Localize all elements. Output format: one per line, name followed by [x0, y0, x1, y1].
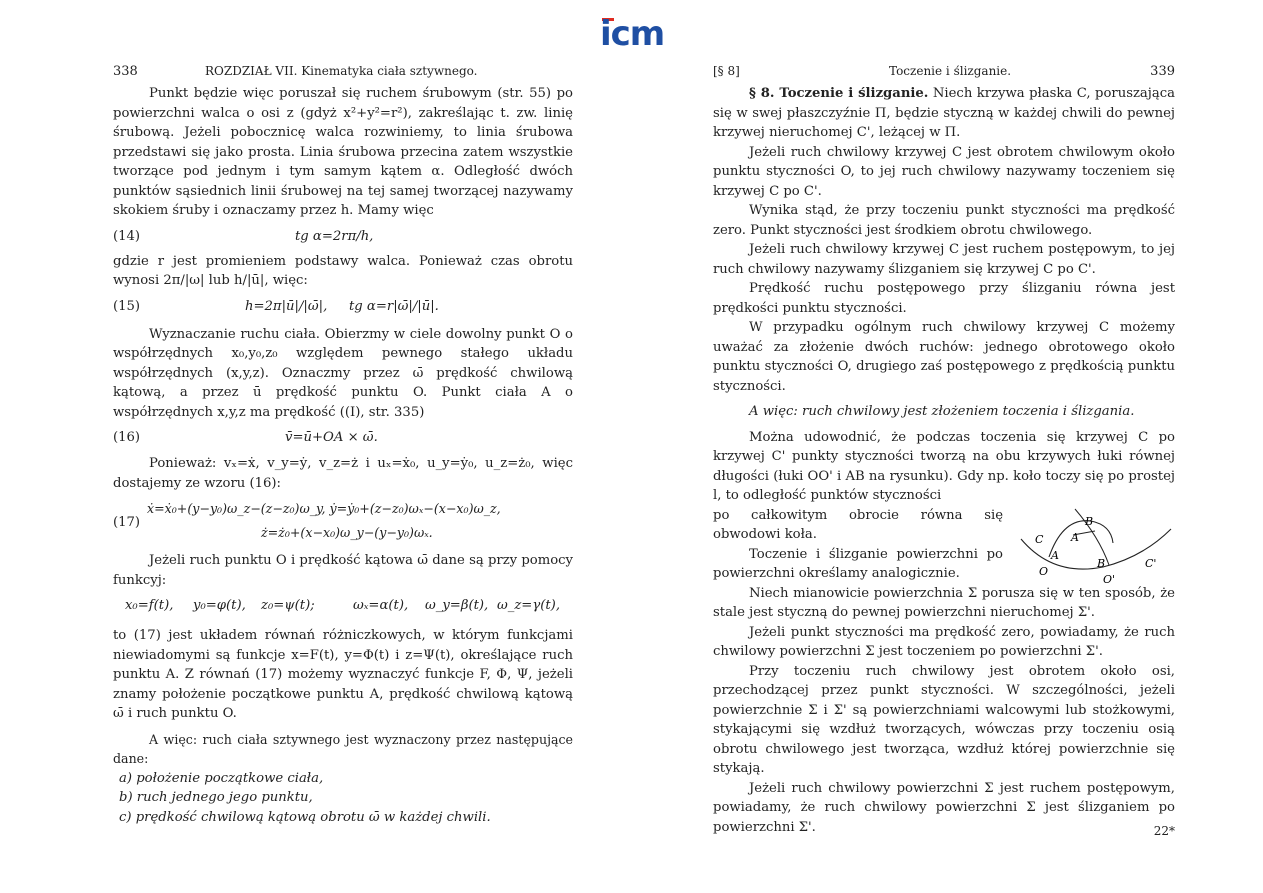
paragraph: Niech mianowicie powierzchnia Σ porusza się w ten sposób, że stale jest styczną do pewnej powierzchni nieruchomej Σ'. [713, 585, 1175, 620]
equation-number: (15) [113, 298, 141, 314]
equation-line: ẋ=ẋ₀+(y−y₀)ω_z−(z−z₀)ω_y, ẏ=ẏ₀+(z−z₀)ωₓ−(x−x₀)ω_z, [147, 501, 501, 516]
equation-number: (17) [113, 515, 141, 530]
function: z₀=ψ(t); [261, 598, 315, 613]
figure-label: O [1039, 565, 1049, 578]
list-item: c) prędkość chwilową kątową obrotu ω̄ w każdej chwili. [119, 809, 491, 825]
paragraph: to (17) jest układem równań różniczkowych, w którym funkcjami niewiadomymi są funkcje x=F(t), y=Φ(t) i z=Ψ(t), określające ruch punktu A. Z równań (17) możemy wyznaczyć funkcje F, Φ, Ψ, jeżeli znamy położenie początkowe punktu A, prędkość chwilową kątową ω̄ i ruch punktu O. [113, 628, 573, 721]
paragraph: Toczenie i ślizganie powierzchni po powierzchni określamy analogicznie. [713, 546, 1003, 581]
paragraph: Jeżeli ruch chwilowy krzywej C jest obrotem chwilowym około punktu styczności O, to jej ruch chwilowy nazywamy toczeniem się krzywej C po C'. [713, 144, 1175, 199]
paragraph: Jeżeli ruch chwilowy krzywej C jest ruchem postępowym, to jej ruch chwilowy nazywamy ślizganiem się krzywej C po C'. [713, 242, 1175, 277]
paragraph: Ponieważ: vₓ=ẋ, v_y=ẏ, v_z=ż i uₓ=ẋ₀, u_y=ẏ₀, u_z=ż₀, więc dostajemy ze wzoru (16): [113, 456, 573, 491]
paragraph: A więc: ruch ciała sztywnego jest wyznaczony przez następujące dane: [113, 731, 573, 766]
equation-17 [113, 499, 573, 545]
equation-number: (16) [113, 430, 141, 445]
paragraph: Jeżeli ruch punktu O i prędkość kątowa ω̄ dane są przy pomocy funkcyj: [113, 553, 573, 588]
equation-body: h=2π|ū|/|ω̄|, [245, 298, 328, 314]
function-list [113, 596, 573, 618]
figure-label: A [1051, 549, 1059, 562]
equation-14 [113, 225, 573, 249]
function: ωₓ=α(t), [353, 598, 409, 613]
left-header [113, 62, 573, 84]
running-header: ROZDZIAŁ VII. Kinematyka ciała sztywnego. [205, 64, 478, 78]
function: ω_y=β(t), [425, 598, 489, 613]
figure-label: O' [1103, 573, 1116, 586]
paragraph: A więc: ruch chwilowy jest złożeniem toczenia i ślizgania. [749, 404, 1135, 419]
equation-line: ż=ż₀+(x−x₀)ω_y−(y−y₀)ωₓ. [261, 525, 433, 540]
function: ω_z=γ(t), [497, 598, 561, 613]
paragraph: Prędkość ruchu postępowego przy ślizganiu równa jest prędkości punktu styczności. [713, 281, 1175, 316]
running-header: Toczenie i ślizganie. [889, 64, 1012, 78]
page-number: 339 [1150, 64, 1175, 79]
equation-16 [113, 426, 573, 450]
function: y₀=φ(t), [193, 598, 246, 613]
equation-body: tg α=r|ω̄|/|ū|. [349, 298, 439, 314]
paragraph: Przy toczeniu ruch chwilowy jest obrotem około osi, przechodzącej przez punkt styczności. W szczególności, jeżeli powierzchnie Σ i Σ' są powierzchniami walcowymi lub stożkowymi, stykającymi się wzdłuż tworzących, wówczas przy toczeniu osią obrotu chwilowego jest tworząca, wzdłuż której powierzchnie się stykają. [713, 663, 1175, 776]
page-number: 338 [113, 64, 138, 79]
equation-number: (14) [113, 228, 141, 244]
icm-logo [598, 10, 678, 55]
figure-label: A [1071, 531, 1079, 544]
section-title: § 8. Toczenie i ślizganie. [749, 86, 929, 101]
equation-body: tg α=2rπ/h, [295, 228, 374, 244]
figure-label: B [1097, 557, 1106, 570]
paragraph: Jeżeli punkt styczności ma prędkość zero, powiadamy, że ruch chwilowy powierzchni Σ jest toczeniem po powierzchni Σ'. [713, 624, 1175, 659]
figure-label: B [1085, 515, 1094, 528]
section-marker: [§ 8] [713, 64, 740, 78]
right-page [713, 62, 1175, 837]
paragraph [713, 84, 1175, 143]
rolling-figure [1013, 507, 1175, 587]
paragraph: po całkowitym obrocie równa się obwodowi koła. [713, 507, 1003, 542]
paragraph-text: Niech krzywa płaska C, poruszająca się w swej płaszczyźnie Π, będzie styczną w każdej chwili do pewnej krzywej nieruchomej C', leżącej w Π. [713, 86, 1175, 140]
equation-body: v̄=ū+OA × ω̄. [285, 430, 378, 445]
paragraph: Punkt będzie więc poruszał się ruchem śrubowym (str. 55) po powierzchni walca o osi z (gdyż x²+y²=r²), zakreślając t. zw. linię śrubową. Jeżeli pobocznicę walca rozwiniemy, to linia śrubowa przedstawi się jako prosta. Linia śrubowa przecina zatem wszystkie tworzące pod jednym i tym samym kątem α. Odległość dwóch punktów sąsiednich linii śrubowej na tej samej tworzącej nazywamy skokiem śruby i oznaczamy przez h. Mamy więc [113, 86, 573, 218]
condition-list [113, 769, 573, 828]
function: x₀=f(t), [125, 598, 174, 613]
footer-signature: 22* [1153, 824, 1175, 838]
list-item: b) ruch jednego jego punktu, [119, 790, 313, 805]
list-item: a) położenie początkowe ciała, [119, 770, 324, 786]
paragraph: Jeżeli ruch chwilowy powierzchni Σ jest ruchem postępowym, powiadamy, że ruch chwilowy powierzchni Σ jest ślizganiem po powierzchni Σ'. [713, 780, 1175, 835]
right-header [713, 62, 1175, 84]
paragraph: W przypadku ogólnym ruch chwilowy krzywej C możemy uważać za złożenie dwóch ruchów: jednego obrotowego około punktu styczności O, drugiego zaś postępowego z prędkością punktu styczności. [713, 320, 1175, 394]
paragraph: gdzie r jest promieniem podstawy walca. Ponieważ czas obrotu wynosi 2π/|ω| lub h/|ū|, więc: [113, 253, 573, 288]
equation-15 [113, 295, 573, 319]
left-page [113, 62, 573, 827]
paragraph: Wyznaczanie ruchu ciała. Obierzmy w ciele dowolny punkt O o współrzędnych x₀,y₀,z₀ względem pewnego stałego układu współrzędnych (x,y,z). Oznaczmy przez ω̄ prędkość chwilową kątową, a przez ū prędkość punktu O. Punkt ciała A o współrzędnych x,y,z ma prędkość ((I), str. 335) [113, 326, 573, 420]
paragraph: Można udowodnić, że podczas toczenia się krzywej C po krzywej C' punkty styczności tworzą na obu krzywych łuki równej długości (łuki OO' i AB na rysunku). Gdy np. koło toczy się po prostej l, to odległość punktów styczności [713, 429, 1175, 503]
figure-label: C [1035, 533, 1044, 546]
figure-label: C' [1145, 557, 1157, 570]
paragraph: Wynika stąd, że przy toczeniu punkt styczności ma prędkość zero. Punkt styczności jest środkiem obrotu chwilowego. [713, 203, 1175, 238]
logo-text: icm [600, 14, 665, 54]
